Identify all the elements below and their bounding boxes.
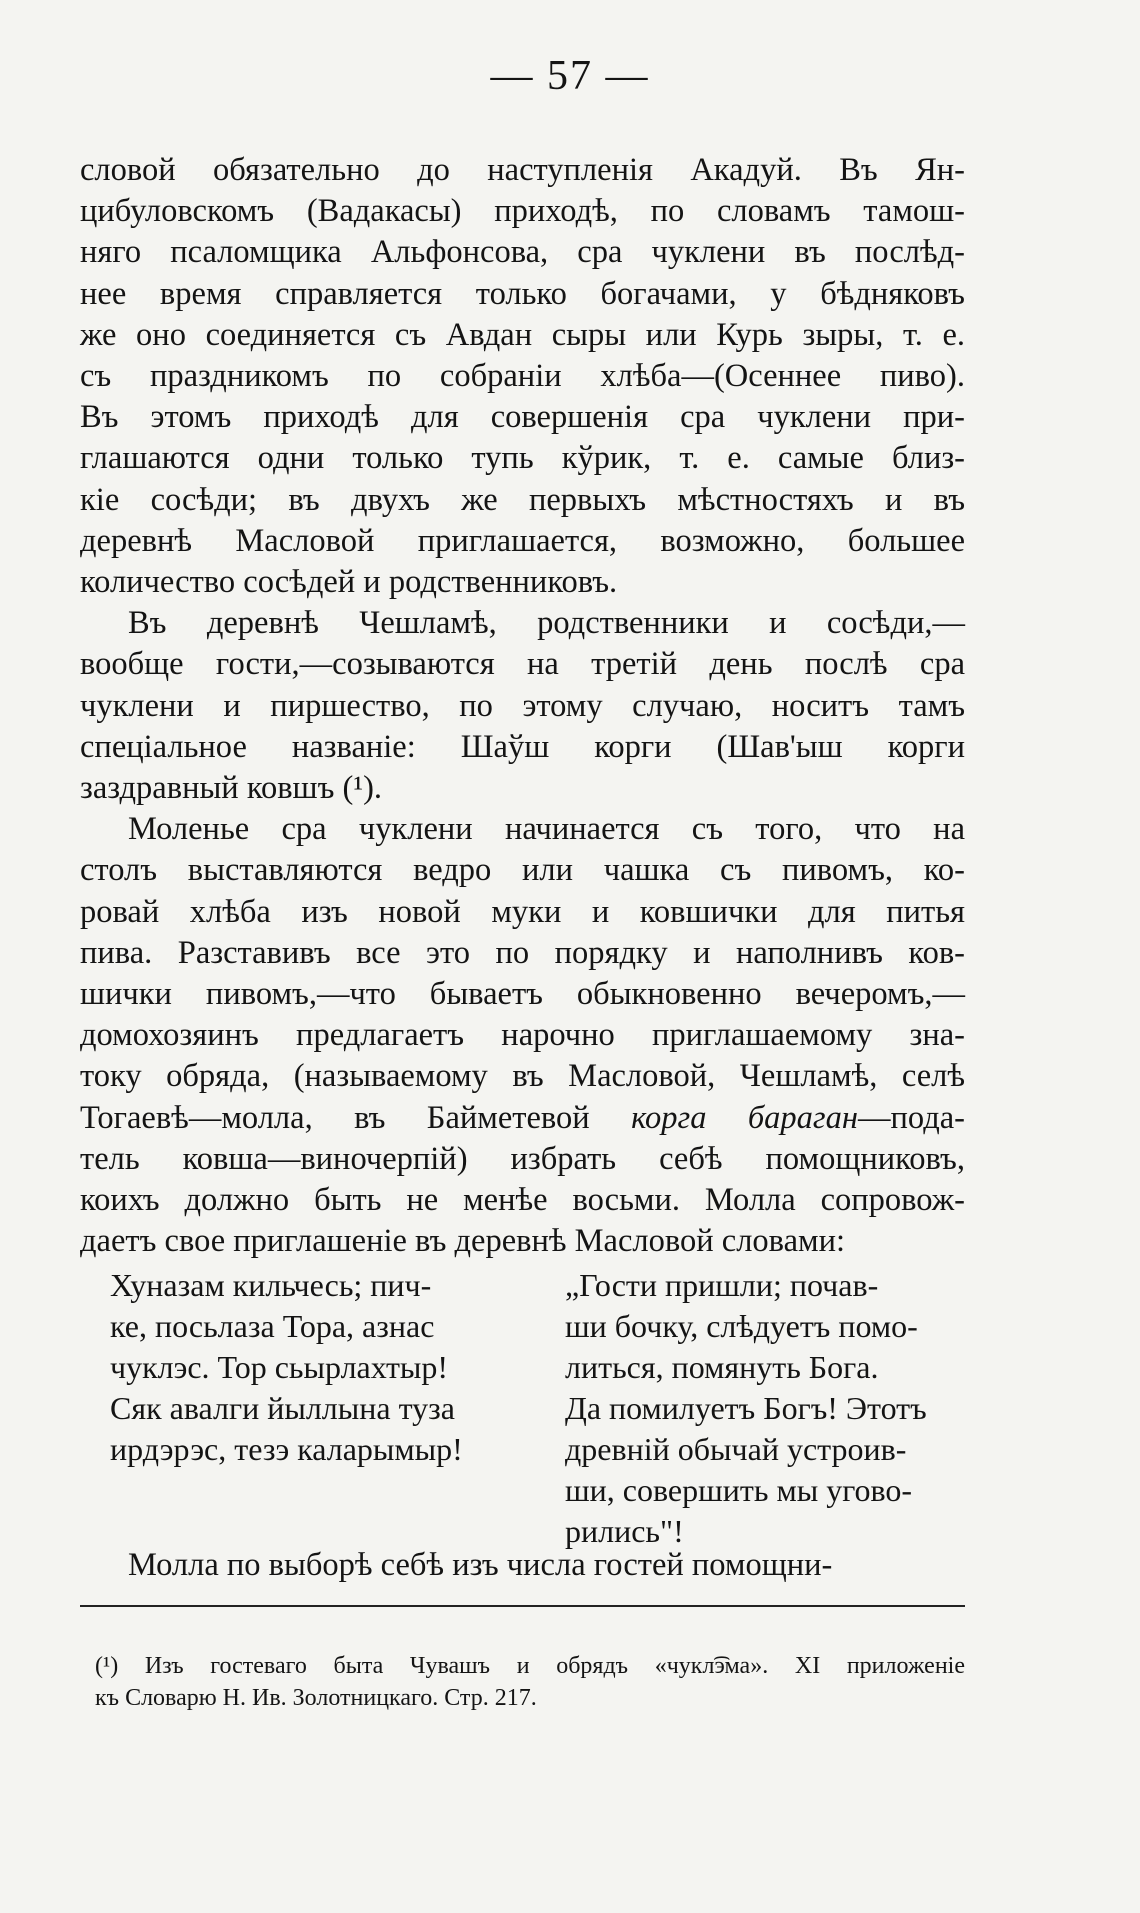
text-line: заздравный ковшъ (¹).: [80, 770, 383, 807]
verse-line: ке, посьлаза Тора, азнас: [110, 1308, 435, 1344]
text-line: цибуловскомъ (Вадакасы) приходѣ, по словамъ тамош-: [80, 193, 965, 230]
text-line: съ праздникомъ по собраніи хлѣба—(Осеннее пиво).: [80, 358, 965, 395]
text-line: чуклени и пиршество, по этому случаю, носитъ тамъ: [80, 687, 965, 724]
verse-line: литься, помянуть Бога.: [565, 1349, 879, 1385]
verse-line: Сяк авалги йыллына туза: [110, 1390, 455, 1426]
text-line: спеціальное названіе: Шаўш корги (Шав'ыш корги: [80, 728, 965, 765]
verse-line: ши бочку, слѣдуетъ помо-: [565, 1308, 918, 1344]
text-line: Въ этомъ приходѣ для совершенія сра чуклени при-: [80, 399, 965, 436]
verse-line: рились"!: [565, 1513, 684, 1549]
text-line: тель ковша—виночерпій) избрать себѣ помощниковъ,: [80, 1140, 965, 1177]
verse-line: чуклэс. Тор сьырлахтыр!: [110, 1349, 449, 1385]
verse-line: Да помилуетъ Богъ! Этотъ: [565, 1390, 927, 1426]
text-line: коихъ должно быть не менѣе восьми. Молла сопровож-: [80, 1182, 965, 1219]
text-line: Молла по выборѣ себѣ изъ числа гостей помощни-: [128, 1547, 833, 1583]
footnote: [95, 1650, 965, 1714]
italic-term: корга бараган: [631, 1099, 858, 1136]
text-line: глашаются одни только тупь кўрик, т. е. самые близ-: [80, 440, 965, 477]
text-line-with-italic: Тогаевѣ—молла, въ Байметевой корга бараган—пода-: [80, 1099, 965, 1136]
text-line: домохозяинъ предлагаетъ нарочно приглашаемому зна-: [80, 1017, 965, 1054]
paragraph-2: [80, 603, 965, 809]
text-line: Въ деревнѣ Чешламѣ, родственники и сосѣди,—: [128, 605, 965, 642]
verse-line: древній обычай устроив-: [565, 1431, 907, 1467]
text-line: пива. Разставивъ все это по порядку и наполнивъ ков-: [80, 934, 965, 971]
text-line: шички пивомъ,—что бываетъ обыкновенно вечеромъ,—: [80, 976, 965, 1013]
text-line: кіе сосѣди; въ двухъ же первыхъ мѣстностяхъ и въ: [80, 481, 965, 518]
prayer-verse: [80, 1265, 980, 1549]
main-text: [80, 150, 965, 1262]
footnote-divider: [80, 1605, 965, 1607]
verse-line: „Гости пришли; почав-: [565, 1267, 879, 1303]
page-number: — 57 —: [490, 53, 650, 99]
text-line: няго псаломщика Альфонсова, сра чуклени въ послѣд-: [80, 234, 965, 271]
text-line: току обряда, (называемому въ Масловой, Чешламѣ, селѣ: [80, 1058, 965, 1095]
text-line: столъ выставляются ведро или чашка съ пивомъ, ко-: [80, 852, 965, 889]
verse-line: Хуназам кильчесь; пич-: [110, 1267, 432, 1303]
text-line: же оно соединяется съ Авдан сыры или Курь зыры, т. е.: [80, 316, 965, 353]
text-line: количество сосѣдей и родственниковъ.: [80, 564, 618, 601]
text-line: ровай хлѣба изъ новой муки и ковшички для питья: [80, 893, 965, 930]
text-line: словой обязательно до наступленія Акадуй. Въ Ян-: [80, 152, 965, 188]
verse-chuvash: [110, 1265, 530, 1470]
verse-russian: [565, 1265, 985, 1552]
verse-line: ши, совершить мы угово-: [565, 1472, 913, 1508]
verse-line: ирдэрэс, тезэ каларымыр!: [110, 1431, 463, 1467]
text-line: деревнѣ Масловой приглашается, возможно, большее: [80, 522, 965, 559]
footnote-line: (¹) Изъ гостеваго быта Чувашъ и обрядъ «чукл͡эма». XI приложеніе: [95, 1653, 965, 1679]
footnote-line: къ Словарю Н. Ив. Золотницкаго. Стр. 217.: [95, 1685, 537, 1711]
text-line: нее время справляется только богачами, у бѣдняковъ: [80, 275, 965, 312]
text-line: даетъ свое приглашеніе въ деревнѣ Масловой словами:: [80, 1223, 845, 1260]
paragraph-3: [80, 809, 965, 1262]
text-line: Моленье сра чуклени начинается съ того, что на: [128, 811, 965, 848]
text-line: вообще гости,—созываются на третій день послѣ сра: [80, 646, 965, 683]
paragraph-1: [80, 150, 965, 603]
